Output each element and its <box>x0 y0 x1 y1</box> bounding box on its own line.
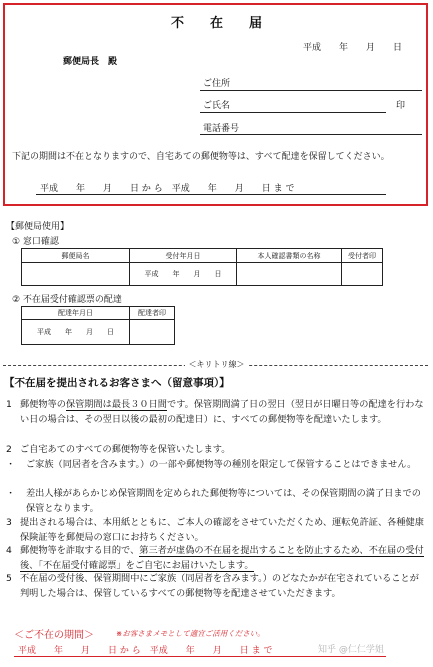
form-period-underline <box>36 194 386 195</box>
fraud-prevention-emphasis: 第三者が虚偽の不在届を提出することを防止するため、不在届の受付後、「不在届受付確認票」をご自宅にお届けいたします。 <box>20 545 424 571</box>
notice-heading: 【不在届を提出されるお客さまへ（留意事項）】 <box>4 377 230 389</box>
window-check-heading: ① 窓口確認 <box>12 237 59 247</box>
absence-period-note: ※お客さまメモとして適宜ご活用ください。 <box>116 629 265 638</box>
absence-period-underline <box>14 656 386 657</box>
form-title: 不在届 <box>170 16 288 31</box>
address-field[interactable] <box>200 90 422 91</box>
notice-item-bullet-2: ・ 差出人様があらかじめ保管期間を定められた郵便物等については、その保管期間の満了日までの保管となります。 <box>6 488 421 514</box>
td-delivery-date[interactable]: 平成 年 月 日 <box>21 319 130 345</box>
notice-item-3: 3 提出される場合は、本用紙とともに、ご本人の確認をさせていただくため、運転免許証、各種健康保険証等を郵便局の窓口にお持ちください。 <box>6 517 424 543</box>
office-use-heading: 【郵便局使用】 <box>6 222 70 232</box>
notice-item-bullet-1: ・ ご家族（同居者を含みます。）の一部や郵便物等の種別を限定して保管することはできません。 <box>6 459 417 470</box>
form-period[interactable]: 平成 年 月 日 か ら 平成 年 月 日 ま で <box>40 184 295 194</box>
notice-item-2: 2 ご自宅あてのすべての郵便物等を保管いたします。 <box>6 444 231 455</box>
absence-period-label: ＜ご不在の期間＞ <box>14 630 94 641</box>
seal-label: 印 <box>396 101 406 111</box>
phone-label: 電話番号 <box>203 124 240 134</box>
notice-item-1: 1 郵便物等の保管期間は最長３０日間です。保管期間満了日の翌日（翌日が日曜日等の配達を行わない日の場合は、その翌日以後の最初の配達日）に、すべての郵便物等を配達いたします。 <box>6 399 424 425</box>
cut-line-label: ＜キリトリ線＞ <box>0 359 433 370</box>
form-message: 下記の期間は不在となりますので、自宅あての郵便物等は、すべて配達を保留してください。 <box>12 152 390 162</box>
th-delivery-date: 配達年月日 <box>21 306 130 320</box>
addressee: 郵便局長 殿 <box>63 57 118 67</box>
th-receiver-seal: 受付者印 <box>341 248 383 263</box>
phone-field[interactable] <box>200 134 422 135</box>
th-receipt-date: 受付年月日 <box>129 248 237 263</box>
td-id-document[interactable] <box>236 262 342 286</box>
th-deliverer-seal: 配達者印 <box>129 306 175 320</box>
th-id-document: 本人確認書類の名称 <box>236 248 342 263</box>
watermark: 知乎 @仁仁学姐 <box>318 642 384 655</box>
name-field[interactable] <box>200 112 386 113</box>
td-receiver-seal[interactable] <box>341 262 383 286</box>
storage-period-emphasis: 保管期間は最長３０日間 <box>65 399 167 410</box>
td-receipt-date[interactable]: 平成 年 月 日 <box>129 262 237 286</box>
td-deliverer-seal[interactable] <box>129 319 175 345</box>
address-label: ご住所 <box>203 79 231 89</box>
td-post-office-name[interactable] <box>21 262 130 286</box>
absence-period-line[interactable]: 平成 年 月 日 か ら 平成 年 月 日 ま で <box>18 646 273 656</box>
notice-item-4: 4 郵便物等を詐取する目的で、第三者が虚偽の不在届を提出することを防止するため、不在届の受付後、「不在届受付確認票」をご自宅にお届けいたします。 <box>6 545 424 571</box>
notice-item-5: 5 不在届の受付後、保管期間中にご家族（同居者を含みます。）のどなたかが在宅されていることが判明した場合は、保管しているすべての郵便物等を配達させていただきます。 <box>6 573 419 599</box>
name-label: ご氏名 <box>203 101 231 111</box>
form-date-line[interactable]: 平成 年 月 日 <box>303 43 403 53</box>
delivery-heading: ② 不在届受付確認票の配達 <box>12 295 122 305</box>
th-post-office-name: 郵便局名 <box>21 248 130 263</box>
